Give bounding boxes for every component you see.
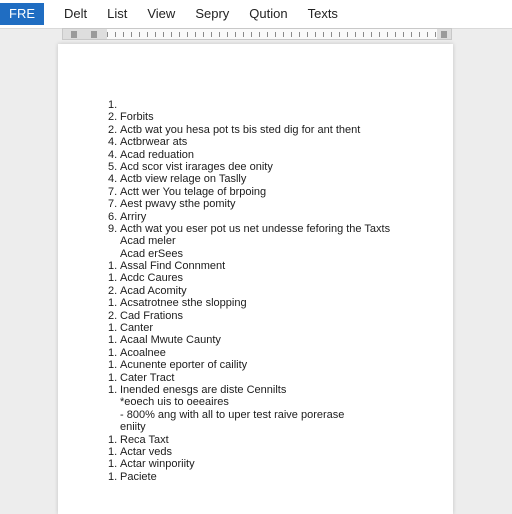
document-line[interactable] (108, 421, 443, 433)
ruler-indent-marker[interactable] (71, 31, 77, 38)
document-line[interactable] (108, 297, 443, 309)
line-number: 2. (108, 111, 118, 124)
line-text: Actt wer You telage of brpoing (120, 185, 267, 198)
menu-list[interactable]: List (107, 6, 128, 21)
line-number: 4. (108, 148, 118, 161)
line-number: 1. (108, 260, 118, 273)
menu-view[interactable]: View (147, 6, 176, 21)
line-text: Arriry (120, 210, 147, 223)
line-number: 2. (108, 309, 118, 322)
document-line[interactable] (108, 248, 443, 260)
line-text: Actar veds (120, 445, 172, 458)
document-line[interactable] (108, 260, 443, 272)
document-line[interactable] (108, 310, 443, 322)
document-line[interactable] (108, 272, 443, 284)
line-number: 1. (108, 359, 118, 372)
document-line[interactable] (108, 149, 443, 161)
line-text: Acsatrotnee sthe slopping (120, 297, 247, 310)
document-line[interactable] (108, 446, 443, 458)
line-text: Inended enesgs are diste Cennilts (120, 383, 287, 396)
ruler[interactable] (62, 28, 452, 40)
menu-delt[interactable]: Delt (64, 6, 88, 21)
line-text: Acad reduation (120, 148, 194, 161)
document-line[interactable] (108, 471, 443, 483)
line-number: 1. (108, 297, 118, 310)
line-text: Acunente eporter of caility (120, 359, 248, 372)
document-line[interactable] (108, 372, 443, 384)
line-text: Actb wat you hesa pot ts bis sted dig for ant thent (120, 123, 361, 136)
line-text: Actbrwear ats (120, 136, 188, 149)
document-body[interactable] (108, 99, 443, 483)
line-number (108, 248, 120, 260)
line-number: 2. (108, 284, 118, 297)
document-line[interactable] (108, 173, 443, 185)
line-number: 1. (108, 470, 118, 483)
line-number: 1. (108, 383, 118, 396)
document-line[interactable] (108, 359, 443, 371)
line-text: Acdc Caures (120, 272, 183, 285)
line-text: Acad erSees (120, 247, 183, 260)
line-number (108, 396, 120, 408)
line-text: Actar winporiity (120, 458, 195, 471)
document-line[interactable] (108, 285, 443, 297)
line-number: 1. (108, 334, 118, 347)
line-number (108, 409, 120, 421)
line-text: Aest pwavy sthe pomity (120, 198, 236, 211)
line-text: Paciete (120, 470, 157, 483)
line-number: 5. (108, 160, 118, 173)
line-number: 1. (108, 445, 118, 458)
line-text: *eoech uis to oeeaires (120, 396, 229, 409)
menu-sepry[interactable]: Sepry (195, 6, 230, 21)
line-text: Reca Taxt (120, 433, 169, 446)
line-number (108, 421, 120, 433)
line-number: 4. (108, 173, 118, 186)
document-line[interactable] (108, 322, 443, 334)
line-text: - 800% ang with all to uper test raive porerase (120, 408, 345, 421)
line-number: 9. (108, 222, 118, 235)
document-line[interactable] (108, 235, 443, 247)
document-line[interactable] (108, 384, 443, 396)
document-line[interactable] (108, 223, 443, 235)
line-text: Acth wat you eser pot us net undesse feforing the Taxts (120, 222, 391, 235)
ruler-tab-marker[interactable] (91, 31, 97, 38)
line-number: 6. (108, 210, 118, 223)
line-text: Acad meler (120, 235, 176, 248)
document-line[interactable] (108, 211, 443, 223)
menu-qution[interactable]: Qution (249, 6, 288, 21)
menu-texts[interactable]: Texts (307, 6, 338, 21)
document-line[interactable] (108, 458, 443, 470)
document-line[interactable] (108, 124, 443, 136)
line-number: 1. (108, 433, 118, 446)
document-line[interactable] (108, 409, 443, 421)
menu-bar (0, 0, 512, 29)
line-text: Cater Tract (120, 371, 175, 384)
document-line[interactable] (108, 334, 443, 346)
line-text: Acad Acomity (120, 284, 187, 297)
document-line[interactable] (108, 111, 443, 123)
line-text: Assal Find Connment (120, 260, 226, 273)
ruler-right-indent-marker[interactable] (441, 31, 447, 38)
line-text: Canter (120, 322, 154, 335)
line-number: 1. (108, 322, 118, 335)
document-line[interactable] (108, 198, 443, 210)
document-line[interactable] (108, 136, 443, 148)
document-page[interactable] (58, 44, 453, 514)
line-number: 2. (108, 123, 118, 136)
ruler-ticks (107, 32, 437, 37)
line-number: 1. (108, 458, 118, 471)
document-line[interactable] (108, 434, 443, 446)
document-line[interactable] (108, 347, 443, 359)
line-text: Actb view relage on Taslly (120, 173, 247, 186)
line-number: 7. (108, 198, 118, 211)
line-number: 1. (108, 272, 118, 285)
line-number: 1. (108, 99, 118, 111)
document-line[interactable] (108, 396, 443, 408)
line-number: 4. (108, 136, 118, 149)
menu-file-label: FRE (9, 6, 35, 21)
line-text: Acaal Mwute Caunty (120, 334, 221, 347)
line-number: 1. (108, 346, 118, 359)
line-number (108, 235, 120, 247)
document-line[interactable] (108, 161, 443, 173)
menu-file[interactable] (0, 3, 44, 25)
line-number: 1. (108, 371, 118, 384)
document-line[interactable] (108, 99, 443, 111)
document-line[interactable] (108, 186, 443, 198)
ruler-left-margin (63, 29, 107, 39)
line-text: Acd scor vist irarages dee onity (120, 160, 273, 173)
line-number: 7. (108, 185, 118, 198)
line-text: Cad Frations (120, 309, 183, 322)
line-text: eniity (120, 421, 146, 434)
line-text: Forbits (120, 111, 154, 124)
line-text: Acoalnee (120, 346, 166, 359)
